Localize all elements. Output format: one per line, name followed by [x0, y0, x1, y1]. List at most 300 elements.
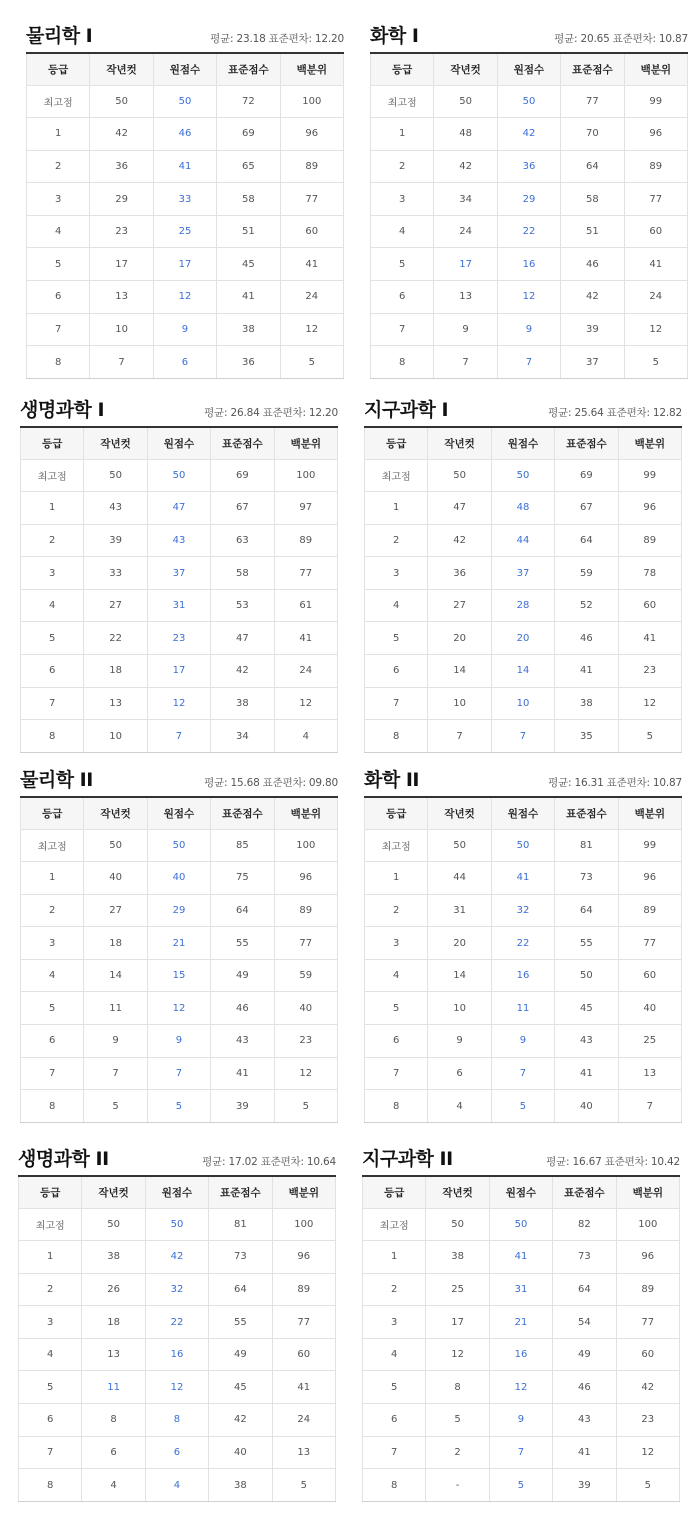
column-header: 백분위: [274, 797, 337, 829]
table-cell: 1: [21, 492, 84, 525]
table-header-row: [21, 427, 338, 459]
table-row: [21, 720, 338, 753]
raw-score-cell: 7: [489, 1436, 552, 1469]
table-cell: 100: [274, 459, 337, 492]
subject-title: 화학 I: [370, 25, 419, 47]
table-row: [21, 1057, 338, 1090]
raw-score-cell: 16: [497, 248, 560, 281]
table-cell: 3: [19, 1306, 82, 1339]
table-cell: 73: [555, 862, 618, 895]
subject-panel: [370, 18, 688, 379]
raw-score-cell: 5: [491, 1090, 554, 1123]
table-row: [365, 1090, 682, 1123]
table-row: [363, 1469, 680, 1502]
subject-stats: 평균: 15.68 표준편차: 09.80: [204, 777, 338, 789]
table-cell: 4: [371, 215, 434, 248]
raw-score-cell: 46: [153, 118, 216, 151]
table-cell: 2: [21, 894, 84, 927]
table-cell: 60: [616, 1338, 679, 1371]
table-row: [21, 894, 338, 927]
table-cell: 3: [27, 183, 90, 216]
raw-score-cell: 12: [489, 1371, 552, 1404]
table-row: [365, 894, 682, 927]
column-header: 작년컷: [84, 797, 147, 829]
table-cell: 38: [211, 687, 274, 720]
raw-score-cell: 12: [497, 281, 560, 314]
column-header: 백분위: [274, 427, 337, 459]
table-row: [371, 313, 688, 346]
table-row: [27, 346, 344, 379]
raw-score-cell: 6: [145, 1436, 208, 1469]
table-cell: 38: [209, 1469, 272, 1502]
table-cell: 89: [274, 894, 337, 927]
panel-header: [364, 392, 682, 426]
table-row: [365, 524, 682, 557]
column-header: 원점수: [145, 1176, 208, 1208]
table-cell: 6: [21, 1025, 84, 1058]
column-header: 원점수: [497, 53, 560, 85]
table-cell: 5: [618, 720, 681, 753]
table-row: [27, 118, 344, 151]
table-cell: 45: [209, 1371, 272, 1404]
table-cell: 41: [555, 655, 618, 688]
table-cell: 41: [280, 248, 343, 281]
table-cell: 40: [274, 992, 337, 1025]
raw-score-cell: 4: [145, 1469, 208, 1502]
table-row: [19, 1241, 336, 1274]
raw-score-cell: 6: [153, 346, 216, 379]
column-header: 원점수: [491, 427, 554, 459]
raw-score-cell: 50: [147, 459, 210, 492]
table-cell: 3: [363, 1306, 426, 1339]
table-cell: 49: [209, 1338, 272, 1371]
table-cell: 2: [19, 1273, 82, 1306]
raw-score-cell: 11: [491, 992, 554, 1025]
table-cell: 최고점: [21, 459, 84, 492]
table-cell: 69: [211, 459, 274, 492]
table-cell: 12: [274, 1057, 337, 1090]
table-cell: 1: [19, 1241, 82, 1274]
table-cell: 64: [211, 894, 274, 927]
table-cell: 37: [561, 346, 624, 379]
table-cell: 36: [217, 346, 280, 379]
subject-title: 생명과학 II: [18, 1148, 109, 1170]
subject-stats: 평균: 16.67 표준편차: 10.42: [546, 1156, 680, 1168]
table-cell: 12: [618, 687, 681, 720]
panel-header: [20, 392, 338, 426]
table-cell: 64: [553, 1273, 616, 1306]
table-cell: 77: [272, 1306, 335, 1339]
table-cell: 13: [618, 1057, 681, 1090]
grade-cut-table: [26, 52, 344, 379]
table-cell: 45: [217, 248, 280, 281]
table-cell: 58: [211, 557, 274, 590]
raw-score-cell: 37: [147, 557, 210, 590]
subject-stats: 평균: 16.31 표준편차: 10.87: [548, 777, 682, 789]
table-row: [19, 1306, 336, 1339]
table-cell: 96: [616, 1241, 679, 1274]
table-cell: 6: [82, 1436, 145, 1469]
table-cell: 72: [217, 85, 280, 118]
column-header: 작년컷: [428, 427, 491, 459]
table-cell: 96: [274, 862, 337, 895]
table-cell: 5: [21, 622, 84, 655]
table-cell: 49: [211, 959, 274, 992]
table-cell: 최고점: [365, 829, 428, 862]
table-cell: 38: [82, 1241, 145, 1274]
table-cell: 10: [84, 720, 147, 753]
table-cell: 78: [618, 557, 681, 590]
raw-score-cell: 36: [497, 150, 560, 183]
table-row: [371, 248, 688, 281]
table-cell: 40: [209, 1436, 272, 1469]
table-cell: 14: [428, 655, 491, 688]
grade-cut-table: [20, 426, 338, 753]
table-cell: 23: [618, 655, 681, 688]
table-cell: 7: [21, 687, 84, 720]
table-cell: 13: [90, 281, 153, 314]
table-cell: 4: [27, 215, 90, 248]
grade-cut-table: [362, 1175, 680, 1502]
raw-score-cell: 41: [491, 862, 554, 895]
table-cell: 9: [434, 313, 497, 346]
table-cell: 42: [616, 1371, 679, 1404]
table-cell: -: [426, 1469, 489, 1502]
table-header-row: [365, 797, 682, 829]
column-header: 작년컷: [82, 1176, 145, 1208]
table-cell: 39: [211, 1090, 274, 1123]
raw-score-cell: 16: [489, 1338, 552, 1371]
table-cell: 97: [274, 492, 337, 525]
table-row: [371, 85, 688, 118]
table-row: [21, 655, 338, 688]
subject-title: 생명과학 I: [20, 399, 105, 421]
column-header: 등급: [365, 797, 428, 829]
raw-score-cell: 48: [491, 492, 554, 525]
table-cell: 50: [555, 959, 618, 992]
table-row: [363, 1404, 680, 1437]
column-header: 등급: [27, 53, 90, 85]
panel-header: [20, 762, 338, 796]
table-cell: 46: [561, 248, 624, 281]
table-cell: 3: [21, 557, 84, 590]
table-cell: 50: [84, 459, 147, 492]
table-row: [21, 492, 338, 525]
subject-stats: 평균: 17.02 표준편차: 10.64: [202, 1156, 336, 1168]
table-cell: 7: [27, 313, 90, 346]
table-cell: 7: [19, 1436, 82, 1469]
table-cell: 96: [280, 118, 343, 151]
column-header: 작년컷: [90, 53, 153, 85]
table-cell: 38: [426, 1241, 489, 1274]
table-cell: 12: [274, 687, 337, 720]
table-cell: 42: [561, 281, 624, 314]
table-row: [365, 589, 682, 622]
raw-score-cell: 23: [147, 622, 210, 655]
raw-score-cell: 32: [145, 1273, 208, 1306]
raw-score-cell: 40: [147, 862, 210, 895]
column-header: 표준점수: [555, 427, 618, 459]
table-cell: 64: [555, 524, 618, 557]
table-cell: 43: [555, 1025, 618, 1058]
table-cell: 최고점: [371, 85, 434, 118]
table-cell: 8: [365, 1090, 428, 1123]
table-cell: 3: [371, 183, 434, 216]
raw-score-cell: 10: [491, 687, 554, 720]
raw-score-cell: 41: [153, 150, 216, 183]
table-cell: 46: [211, 992, 274, 1025]
table-cell: 10: [428, 992, 491, 1025]
table-cell: 4: [21, 959, 84, 992]
table-cell: 10: [90, 313, 153, 346]
table-cell: 17: [90, 248, 153, 281]
raw-score-cell: 5: [147, 1090, 210, 1123]
raw-score-cell: 41: [489, 1241, 552, 1274]
column-header: 작년컷: [434, 53, 497, 85]
table-cell: 35: [555, 720, 618, 753]
raw-score-cell: 42: [497, 118, 560, 151]
table-cell: 51: [561, 215, 624, 248]
table-cell: 100: [616, 1208, 679, 1241]
subject-stats: 평균: 26.84 표준편차: 12.20: [204, 407, 338, 419]
table-header-row: [21, 797, 338, 829]
raw-score-cell: 9: [497, 313, 560, 346]
table-cell: 23: [90, 215, 153, 248]
table-row: [363, 1436, 680, 1469]
table-cell: 4: [82, 1469, 145, 1502]
table-cell: 99: [618, 459, 681, 492]
table-cell: 6: [363, 1404, 426, 1437]
table-cell: 99: [624, 85, 687, 118]
table-row: [365, 622, 682, 655]
table-cell: 41: [274, 622, 337, 655]
table-cell: 최고점: [27, 85, 90, 118]
table-cell: 41: [272, 1371, 335, 1404]
table-cell: 60: [272, 1338, 335, 1371]
column-header: 백분위: [616, 1176, 679, 1208]
column-header: 등급: [371, 53, 434, 85]
table-cell: 77: [274, 927, 337, 960]
table-cell: 3: [21, 927, 84, 960]
table-cell: 6: [371, 281, 434, 314]
raw-score-cell: 25: [153, 215, 216, 248]
column-header: 백분위: [618, 797, 681, 829]
table-cell: 7: [434, 346, 497, 379]
table-row: [21, 622, 338, 655]
table-cell: 99: [618, 829, 681, 862]
subject-panel: [20, 392, 338, 753]
raw-score-cell: 9: [147, 1025, 210, 1058]
table-cell: 7: [365, 687, 428, 720]
subject-panel: [364, 762, 682, 1123]
table-cell: 69: [555, 459, 618, 492]
subject-panel: [26, 18, 344, 379]
raw-score-cell: 14: [491, 655, 554, 688]
table-cell: 14: [428, 959, 491, 992]
table-row: [21, 589, 338, 622]
table-cell: 50: [434, 85, 497, 118]
table-cell: 최고점: [19, 1208, 82, 1241]
table-row: [19, 1404, 336, 1437]
column-header: 표준점수: [211, 797, 274, 829]
raw-score-cell: 50: [497, 85, 560, 118]
table-header-row: [27, 53, 344, 85]
table-cell: 50: [426, 1208, 489, 1241]
table-cell: 12: [624, 313, 687, 346]
table-cell: 34: [211, 720, 274, 753]
table-header-row: [365, 427, 682, 459]
subject-stats: 평균: 23.18 표준편차: 12.20: [210, 33, 344, 45]
table-cell: 4: [363, 1338, 426, 1371]
table-cell: 5: [616, 1469, 679, 1502]
raw-score-cell: 37: [491, 557, 554, 590]
table-cell: 20: [428, 622, 491, 655]
table-cell: 13: [272, 1436, 335, 1469]
subject-title: 화학 II: [364, 769, 419, 791]
table-cell: 77: [616, 1306, 679, 1339]
column-header: 작년컷: [428, 797, 491, 829]
table-cell: 89: [280, 150, 343, 183]
table-row: [21, 1090, 338, 1123]
table-cell: 69: [217, 118, 280, 151]
raw-score-cell: 44: [491, 524, 554, 557]
table-cell: 23: [616, 1404, 679, 1437]
table-row: [27, 150, 344, 183]
table-cell: 8: [27, 346, 90, 379]
table-cell: 89: [616, 1273, 679, 1306]
raw-score-cell: 21: [489, 1306, 552, 1339]
table-cell: 96: [272, 1241, 335, 1274]
table-cell: 8: [363, 1469, 426, 1502]
column-header: 백분위: [624, 53, 687, 85]
table-cell: 13: [84, 687, 147, 720]
table-cell: 61: [274, 589, 337, 622]
raw-score-cell: 8: [145, 1404, 208, 1437]
table-cell: 64: [555, 894, 618, 927]
table-cell: 50: [90, 85, 153, 118]
table-cell: 2: [371, 150, 434, 183]
table-cell: 최고점: [365, 459, 428, 492]
raw-score-cell: 12: [153, 281, 216, 314]
table-cell: 25: [426, 1273, 489, 1306]
column-header: 표준점수: [561, 53, 624, 85]
column-header: 표준점수: [555, 797, 618, 829]
table-cell: 89: [272, 1273, 335, 1306]
table-row: [27, 281, 344, 314]
table-cell: 20: [428, 927, 491, 960]
column-header: 작년컷: [84, 427, 147, 459]
table-cell: 43: [211, 1025, 274, 1058]
table-cell: 65: [217, 150, 280, 183]
table-cell: 4: [274, 720, 337, 753]
table-cell: 7: [365, 1057, 428, 1090]
table-cell: 7: [371, 313, 434, 346]
table-cell: 6: [365, 1025, 428, 1058]
table-row: [21, 992, 338, 1025]
table-cell: 38: [217, 313, 280, 346]
column-header: 백분위: [618, 427, 681, 459]
panel-header: [18, 1141, 336, 1175]
table-row: [365, 992, 682, 1025]
table-cell: 85: [211, 829, 274, 862]
raw-score-cell: 20: [491, 622, 554, 655]
column-header: 등급: [21, 797, 84, 829]
raw-score-cell: 22: [491, 927, 554, 960]
table-cell: 5: [426, 1404, 489, 1437]
table-cell: 2: [363, 1273, 426, 1306]
table-cell: 4: [19, 1338, 82, 1371]
raw-score-cell: 43: [147, 524, 210, 557]
raw-score-cell: 12: [145, 1371, 208, 1404]
raw-score-cell: 22: [497, 215, 560, 248]
table-cell: 7: [428, 720, 491, 753]
table-cell: 44: [428, 862, 491, 895]
table-row: [365, 927, 682, 960]
table-cell: 8: [371, 346, 434, 379]
raw-score-cell: 7: [491, 720, 554, 753]
table-row: [21, 557, 338, 590]
table-cell: 41: [624, 248, 687, 281]
table-cell: 6: [365, 655, 428, 688]
table-header-row: [363, 1176, 680, 1208]
table-cell: 5: [19, 1371, 82, 1404]
table-cell: 6: [27, 281, 90, 314]
table-header-row: [19, 1176, 336, 1208]
table-row: [21, 862, 338, 895]
table-cell: 100: [274, 829, 337, 862]
table-row: [19, 1469, 336, 1502]
raw-score-cell: 50: [145, 1208, 208, 1241]
table-cell: 43: [553, 1404, 616, 1437]
table-row: [21, 1025, 338, 1058]
table-cell: 42: [209, 1404, 272, 1437]
raw-score-cell: 42: [145, 1241, 208, 1274]
table-cell: 96: [618, 862, 681, 895]
table-cell: 54: [553, 1306, 616, 1339]
table-cell: 3: [365, 927, 428, 960]
column-header: 원점수: [153, 53, 216, 85]
raw-score-cell: 29: [147, 894, 210, 927]
table-cell: 50: [82, 1208, 145, 1241]
table-cell: 96: [624, 118, 687, 151]
table-cell: 60: [618, 959, 681, 992]
table-cell: 59: [274, 959, 337, 992]
column-header: 표준점수: [553, 1176, 616, 1208]
table-cell: 42: [90, 118, 153, 151]
table-row: [363, 1371, 680, 1404]
table-cell: 60: [280, 215, 343, 248]
table-cell: 23: [274, 1025, 337, 1058]
table-row: [365, 959, 682, 992]
table-cell: 96: [618, 492, 681, 525]
table-cell: 4: [365, 959, 428, 992]
table-row: [27, 183, 344, 216]
raw-score-cell: 12: [147, 992, 210, 1025]
table-cell: 46: [553, 1371, 616, 1404]
table-cell: 7: [90, 346, 153, 379]
table-cell: 77: [280, 183, 343, 216]
table-cell: 1: [27, 118, 90, 151]
table-cell: 4: [428, 1090, 491, 1123]
raw-score-cell: 9: [491, 1025, 554, 1058]
raw-score-cell: 15: [147, 959, 210, 992]
table-cell: 6: [19, 1404, 82, 1437]
table-cell: 40: [555, 1090, 618, 1123]
table-cell: 최고점: [363, 1208, 426, 1241]
table-cell: 27: [84, 589, 147, 622]
table-cell: 41: [217, 281, 280, 314]
subject-panel: [364, 392, 682, 753]
